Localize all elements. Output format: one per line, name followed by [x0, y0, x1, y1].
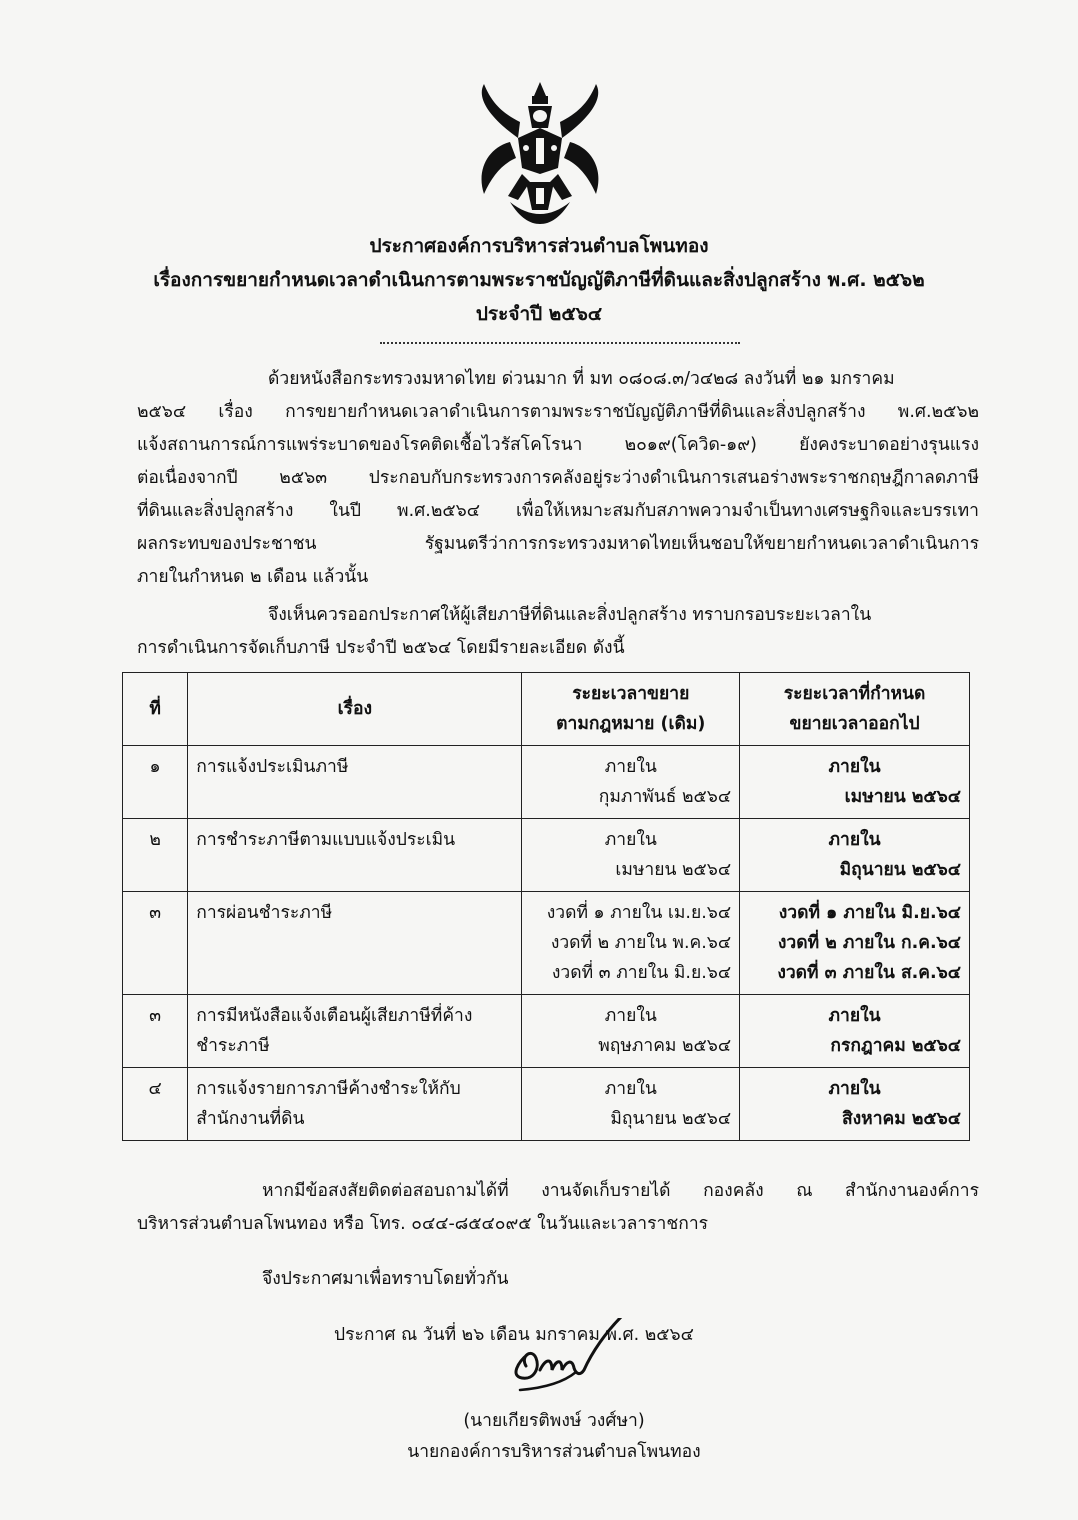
row-new-period: [740, 995, 970, 1068]
row-old-period: [522, 892, 740, 995]
subject-line: สำนักงานที่ดิน: [196, 1109, 305, 1129]
signer-title: นายกองค์การบริหารส่วนตำบลโพนทอง: [407, 1442, 701, 1462]
table-row: [123, 1068, 970, 1141]
header-no: ที่: [123, 673, 188, 746]
header-new-line2: ขยายเวลาออกไป: [789, 714, 920, 734]
header-old-line2: ตามกฎหมาย (เดิม): [556, 714, 706, 734]
para1-line: แจ้งสถานการณ์การแพร่ระบาดของโรคติดเชื้อไวรัสโคโรนา ๒๐๑๙(โควิด-๑๙) ยังคงระบาดอย่างรุนแรง: [137, 435, 979, 455]
new-line: งวดที่ ๓ ภายใน ส.ค.๖๔: [777, 963, 961, 983]
old-line: พฤษภาคม ๒๕๖๔: [598, 1036, 732, 1056]
row-new-period: [740, 892, 970, 995]
old-line: มิถุนายน ๒๕๖๔: [610, 1109, 732, 1129]
new-line: ภายใน: [828, 1006, 881, 1026]
header-new-period: [740, 673, 970, 746]
signer-name: (นายเกียรติพงษ์ วงศ์ษา): [463, 1411, 645, 1431]
subject-line: การแจ้งประเมินภาษี: [196, 757, 349, 777]
row-new-period: [740, 819, 970, 892]
row-old-period: [522, 746, 740, 819]
new-line: เมษายน ๒๕๖๔: [844, 787, 961, 807]
row-subject: [188, 1068, 522, 1141]
table-header-row: [123, 673, 970, 746]
schedule-table: [122, 672, 970, 1141]
para2-line: จึงเห็นควรออกประกาศให้ผู้เสียภาษีที่ดินและสิ่งปลูกสร้าง ทราบกรอบระยะเวลาใน: [268, 605, 872, 625]
subject-line: การผ่อนชำระภาษี: [196, 903, 333, 923]
header-subject: เรื่อง: [188, 673, 522, 746]
row-subject: [188, 819, 522, 892]
row-no: ๓: [123, 892, 188, 995]
old-line: ภายใน: [604, 1079, 657, 1099]
subject-line: ชำระภาษี: [196, 1036, 270, 1056]
new-line: ภายใน: [828, 757, 881, 777]
header-new-line1: ระยะเวลาที่กำหนด: [783, 684, 926, 704]
row-subject: [188, 995, 522, 1068]
para1-line: ด้วยหนังสือกระทรวงมหาดไทย ด่วนมาก ที่ มท ๐๘๐๘.๓/ว๔๒๘ ลงวันที่ ๒๑ มกราคม: [268, 369, 895, 389]
row-new-period: [740, 1068, 970, 1141]
table-row: [123, 892, 970, 995]
row-old-period: [522, 995, 740, 1068]
para1-line: ต่อเนื่องจากปี ๒๕๖๓ ประกอบกับกระทรวงการคลังอยู่ระว่างดำเนินการเสนอร่างพระราชกฤษฎีกาลดภาษี: [137, 468, 979, 488]
new-line: งวดที่ ๑ ภายใน มิ.ย.๖๔: [778, 903, 961, 923]
subject-line: การแจ้งรายการภาษีค้างชำระให้กับ: [196, 1079, 461, 1099]
new-line: มิถุนายน ๒๕๖๔: [839, 860, 961, 880]
row-old-period: [522, 819, 740, 892]
row-subject: [188, 892, 522, 995]
table-row: [123, 995, 970, 1068]
new-line: สิงหาคม ๒๕๖๔: [841, 1109, 961, 1129]
row-no: ๔: [123, 1068, 188, 1141]
row-old-period: [522, 1068, 740, 1141]
new-line: ภายใน: [828, 1079, 881, 1099]
old-line: งวดที่ ๓ ภายใน มิ.ย.๖๔: [551, 963, 732, 983]
para1-line: ภายในกำหนด ๒ เดือน แล้วนั้น: [137, 567, 369, 587]
dotted-divider: [380, 342, 740, 344]
announcement-year: ประจำปี ๒๕๖๔: [475, 303, 603, 325]
table-row: [123, 746, 970, 819]
para2-line: การดำเนินการจัดเก็บภาษี ประจำปี ๒๕๖๔ โดยมีรายละเอียด ดังนี้: [137, 638, 625, 658]
header-old-line1: ระยะเวลาขยาย: [572, 684, 690, 704]
new-line: ภายใน: [828, 830, 881, 850]
para1-line: ที่ดินและสิ่งปลูกสร้าง ในปี พ.ศ.๒๕๖๔ เพื่อให้เหมาะสมกับสภาพความจำเป็นทางเศรษฐกิจและบรรเทา: [137, 501, 979, 521]
para1-line: ๒๕๖๔ เรื่อง การขยายกำหนดเวลาดำเนินการตามพระราชบัญญัติภาษีที่ดินและสิ่งปลูกสร้าง พ.ศ.๒๕๖๒: [137, 402, 979, 422]
row-no: ๓: [123, 995, 188, 1068]
subject-line: การชำระภาษีตามแบบแจ้งประเมิน: [196, 830, 456, 850]
old-line: กุมภาพันธ์ ๒๕๖๔: [598, 787, 732, 807]
row-no: ๑: [123, 746, 188, 819]
old-line: เมษายน ๒๕๖๔: [615, 860, 732, 880]
old-line: งวดที่ ๑ ภายใน เม.ย.๖๔: [546, 903, 732, 923]
new-line: งวดที่ ๒ ภายใน ก.ค.๖๔: [777, 933, 961, 953]
announce-line: จึงประกาศมาเพื่อทราบโดยทั่วกัน: [262, 1269, 509, 1289]
contact-line: บริหารส่วนตำบลโพนทอง หรือ โทร. ๐๔๔-๘๕๔๐๙๕ ในวันและเวลาราชการ: [137, 1214, 709, 1234]
old-line: ภายใน: [604, 1006, 657, 1026]
garuda-emblem-icon: [470, 78, 610, 228]
announcement-subject: เรื่องการขยายกำหนดเวลาดำเนินการตามพระราชบัญญัติภาษีที่ดินและสิ่งปลูกสร้าง พ.ศ. ๒๕๖๒: [153, 269, 925, 291]
subject-line: การมีหนังสือแจ้งเตือนผู้เสียภาษีที่ค้าง: [196, 1006, 473, 1026]
row-subject: [188, 746, 522, 819]
old-line: ภายใน: [604, 830, 657, 850]
signature-icon: [500, 1318, 650, 1398]
announcement-title: ประกาศองค์การบริหารส่วนตำบลโพนทอง: [369, 235, 709, 257]
row-new-period: [740, 746, 970, 819]
table-row: [123, 819, 970, 892]
para1-line: ผลกระทบของประชาชน รัฐมนตรีว่าการกระทรวงมหาดไทยเห็นชอบให้ขยายกำหนดเวลาดำเนินการ: [137, 534, 979, 554]
old-line: งวดที่ ๒ ภายใน พ.ค.๖๔: [550, 933, 732, 953]
date-line: ประกาศ ณ วันที่ ๒๖ เดือน มกราคม พ.ศ. ๒๕๖๔: [334, 1325, 694, 1345]
new-line: กรกฎาคม ๒๕๖๔: [830, 1036, 961, 1056]
contact-line: หากมีข้อสงสัยติดต่อสอบถามได้ที่ งานจัดเก็บรายได้ กองคลัง ณ สำนักงานองค์การ: [262, 1181, 979, 1201]
old-line: ภายใน: [604, 757, 657, 777]
row-no: ๒: [123, 819, 188, 892]
header-old-period: [522, 673, 740, 746]
